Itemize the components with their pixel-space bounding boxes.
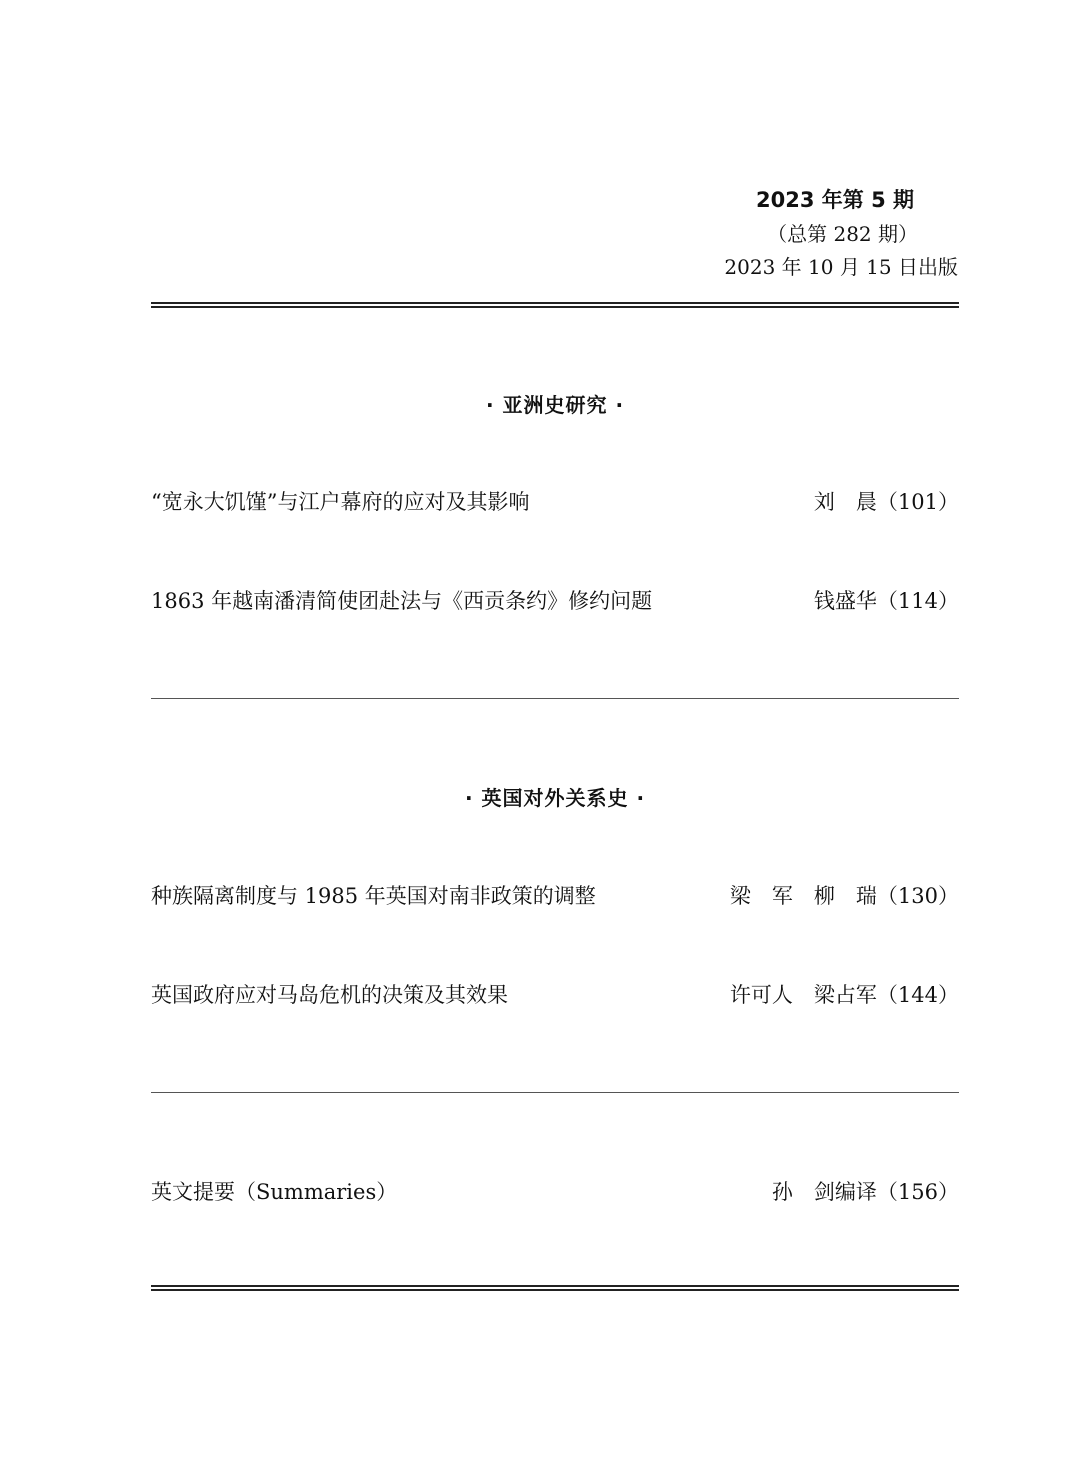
toc-entry-author-page: 钱盛华（114） bbox=[813, 589, 959, 613]
toc-entry-title: 英国政府应对马岛危机的决策及其效果 bbox=[151, 983, 508, 1007]
issue-number: 2023 年第 5 期 bbox=[756, 188, 914, 212]
section-heading-british-foreign-relations: · 英国对外关系史 · bbox=[464, 786, 646, 810]
toc-entry-summaries[interactable] bbox=[151, 1178, 959, 1206]
toc-entry-title: 英文提要（Summaries） bbox=[151, 1180, 398, 1204]
toc-entry[interactable] bbox=[151, 488, 959, 516]
section-divider bbox=[151, 698, 959, 699]
toc-entry-title: 种族隔离制度与 1985 年英国对南非政策的调整 bbox=[151, 884, 596, 908]
toc-entry[interactable] bbox=[151, 981, 959, 1009]
toc-entry[interactable] bbox=[151, 587, 959, 615]
issue-total: （总第 282 期） bbox=[767, 222, 918, 246]
toc-entry[interactable] bbox=[151, 882, 959, 910]
bottom-double-rule bbox=[151, 1285, 959, 1291]
toc-entry-author-page: 许可人 梁占军（144） bbox=[729, 983, 959, 1007]
toc-entry-author-page: 孙 剑编译（156） bbox=[771, 1180, 959, 1204]
publish-date: 2023 年 10 月 15 日出版 bbox=[724, 255, 958, 279]
toc-entry-title: “宽永大饥馑”与江户幕府的应对及其影响 bbox=[151, 490, 530, 514]
top-double-rule bbox=[151, 302, 959, 308]
toc-entry-title: 1863 年越南潘清简使团赴法与《西贡条约》修约问题 bbox=[151, 589, 653, 613]
toc-entry-author-page: 刘 晨（101） bbox=[813, 490, 959, 514]
section-heading-asian-history: · 亚洲史研究 · bbox=[485, 393, 625, 417]
toc-entry-author-page: 梁 军 柳 瑞（130） bbox=[729, 884, 959, 908]
section-divider bbox=[151, 1092, 959, 1093]
